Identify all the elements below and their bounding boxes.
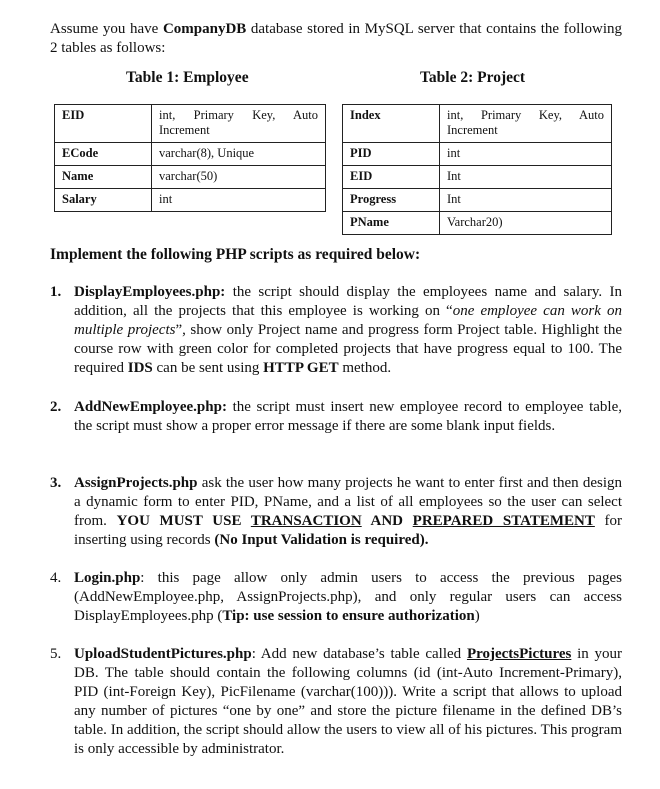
text-span: ”, show only Project name and progress form Project table. Highlight the course row with green color for completed projects that have progress equal to 100. The required (74, 322, 622, 376)
field-name: PName (343, 212, 440, 235)
section-heading: Implement the following PHP scripts as required below: (50, 246, 421, 263)
field-type: int, Primary Key, Auto Increment (152, 105, 326, 143)
field-type: Int (440, 166, 612, 189)
task-text (74, 645, 622, 759)
text-span: the script must insert new employee record to employee table, the script must show a proper error message if there are some blank input fields. (74, 399, 622, 434)
quote-text: one employee can work on multiple projects (74, 303, 622, 338)
must-text: YOU MUST USE (116, 513, 251, 529)
table-row (343, 189, 612, 212)
table-row (55, 189, 326, 212)
intro-text: Assume you have (50, 21, 163, 37)
prepared-text: PREPARED STATEMENT (412, 513, 595, 529)
text-span: for inserting using records (74, 513, 622, 548)
task-text (74, 569, 622, 626)
employee-table (54, 104, 326, 212)
text-span: in your DB. The table should contain the following columns (id (int-Auto Increment-Primary), PID (int-Foreign Key), PicFilename (varchar(100))). Write a script that allows to upload any number of pictures “one by one” and store the picture filename in the defined DB’s table. In addition, the script should allow the users to view all of his pictures. This program is only accessible by administrator. (74, 646, 622, 757)
task-number: 1. (50, 284, 62, 300)
field-name: Salary (55, 189, 152, 212)
field-name: PID (343, 143, 440, 166)
table-row (55, 166, 326, 189)
task-4 (50, 569, 622, 626)
ids-text: IDS (127, 360, 153, 376)
task-3 (50, 474, 622, 550)
project-table-caption: Table 2: Project (420, 69, 526, 86)
text-span: ) (474, 608, 480, 624)
table-row (343, 143, 612, 166)
script-name: Login.php (74, 570, 141, 586)
transaction-text: TRANSACTION (250, 513, 362, 529)
field-name: Name (55, 166, 152, 189)
field-type: int (152, 189, 326, 212)
field-type: int (440, 143, 612, 166)
task-text (74, 474, 622, 550)
table-row (343, 105, 612, 143)
method-text: HTTP GET (263, 360, 339, 376)
task-text (74, 283, 622, 378)
script-name: AssignProjects.php (74, 475, 198, 491)
script-name: UploadStudentPictures.php (74, 646, 252, 662)
employee-table-caption: Table 1: Employee (126, 69, 249, 86)
field-type: int, Primary Key, Auto Increment (440, 105, 612, 143)
table-row (55, 105, 326, 143)
intro-paragraph (50, 20, 622, 58)
task-text (74, 398, 622, 436)
field-type: Varchar20) (440, 212, 612, 235)
text-span: method. (338, 360, 392, 376)
tip-text: Tip: use session to ensure authorization (222, 608, 475, 624)
text-span: can be sent using (152, 360, 264, 376)
script-name: AddNewEmployee.php: (74, 399, 227, 415)
text-span: : Add new database’s table called (251, 646, 467, 662)
intro-text-2: database stored in MySQL server that contains the following 2 tables as follows: (50, 21, 622, 56)
text-span: the script should display the employees name and salary. In addition, all the projects that this employee is working on “ (74, 284, 622, 319)
table-row (343, 166, 612, 189)
text-span: : this page allow only admin users to access the previous pages (AddNewEmployee.php, AssignProjects.php), and only regular users can access DisplayEmployees.php ( (74, 570, 622, 624)
task-number: 5. (50, 646, 62, 662)
task-number: 3. (50, 475, 62, 491)
field-type: Int (440, 189, 612, 212)
field-name: Progress (343, 189, 440, 212)
field-name: EID (55, 105, 152, 143)
task-number: 4. (50, 570, 62, 586)
field-name: Index (343, 105, 440, 143)
and-text: AND (361, 513, 413, 529)
project-table (342, 104, 612, 235)
field-type: varchar(50) (152, 166, 326, 189)
db-name: CompanyDB (162, 21, 247, 37)
text-span: ask the user how many projects he want to enter first and then design a dynamic form to enter PID, PName, and a list of all employees so the user can select from. (74, 475, 622, 529)
field-type: varchar(8), Unique (152, 143, 326, 166)
table-row (55, 143, 326, 166)
novalidation-text: (No Input Validation is required). (214, 532, 429, 548)
task-number: 2. (50, 399, 62, 415)
task-5 (50, 645, 622, 759)
task-2 (50, 398, 622, 436)
script-name: DisplayEmployees.php: (74, 284, 226, 300)
field-name: EID (343, 166, 440, 189)
table-name: ProjectsPictures (466, 646, 572, 662)
field-name: ECode (55, 143, 152, 166)
task-1 (50, 283, 622, 378)
table-row (343, 212, 612, 235)
